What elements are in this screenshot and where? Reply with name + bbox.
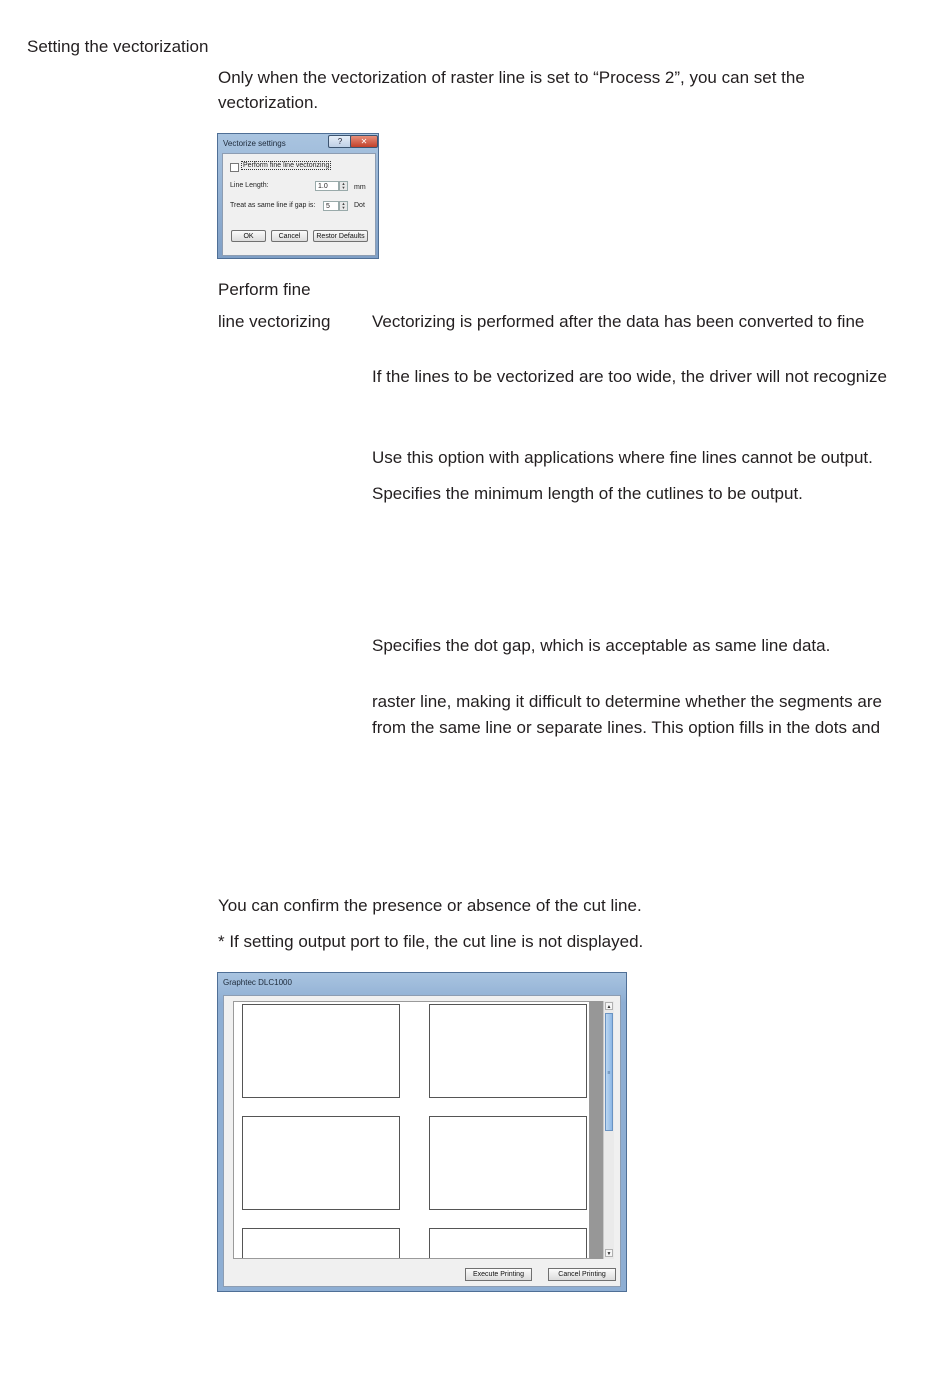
line-length-spinner[interactable] (339, 181, 348, 191)
section-title: Setting the vectorization (27, 37, 209, 56)
fine-line-desc-1: Vectorizing is performed after the data has been converted to fine (372, 312, 865, 331)
preview-window-body (223, 995, 621, 1287)
help-icon[interactable]: ? (328, 135, 352, 148)
preview-page (429, 1004, 587, 1098)
gap-desc-3: from the same line or separate lines. This option fills in the dots and (372, 718, 881, 737)
preview-window (217, 972, 627, 1292)
spin-down-icon[interactable]: ▼ (341, 205, 346, 210)
ok-button[interactable]: OK (231, 230, 266, 242)
fine-line-desc-2: If the lines to be vectorized are too wide, the driver will not recognize (372, 367, 887, 386)
cancel-button[interactable]: Cancel (271, 230, 308, 242)
preview-gray-margin (590, 1001, 603, 1259)
scroll-thumb[interactable]: ≡ (605, 1013, 613, 1131)
term-fine-line-1: Perform fine (218, 280, 311, 299)
dialog-body (222, 153, 376, 256)
line-length-desc: Specifies the minimum length of the cutlines to be output. (372, 484, 803, 503)
vertical-scrollbar[interactable] (603, 1001, 614, 1259)
fine-line-checkbox-label[interactable]: Perform fine line vectorizing (243, 162, 330, 169)
preview-page (242, 1116, 400, 1210)
spin-up-icon[interactable]: ▲ (341, 201, 346, 206)
close-icon[interactable]: ✕ (350, 135, 378, 148)
gap-desc-2: raster line, making it difficult to determine whether the segments are (372, 692, 882, 711)
dialog-title: Vectorize settings (223, 139, 286, 148)
gap-desc-1: Specifies the dot gap, which is acceptable as same line data. (372, 636, 831, 655)
fine-line-checkbox[interactable] (230, 163, 239, 172)
intro-line-1: Only when the vectorization of raster line is set to “Process 2”, you can set the (218, 68, 805, 87)
cut-line-note: * If setting output port to file, the cut line is not displayed. (218, 932, 644, 951)
spin-down-icon[interactable]: ▼ (341, 185, 346, 190)
intro-line-2: vectorization. (218, 93, 319, 112)
gap-input[interactable]: 5 (323, 201, 339, 211)
scroll-up-icon[interactable]: ▲ (606, 1004, 612, 1010)
preview-canvas (233, 1001, 590, 1259)
cut-line-text: You can confirm the presence or absence of the cut line. (218, 896, 642, 915)
gap-label: Treat as same line if gap is: (230, 202, 316, 209)
preview-page (429, 1116, 587, 1210)
term-fine-line-2: line vectorizing (218, 312, 331, 331)
preview-window-title: Graphtec DLC1000 (223, 978, 292, 987)
fine-line-desc-3: Use this option with applications where fine lines cannot be output. (372, 448, 873, 467)
cancel-printing-button[interactable]: Cancel Printing (548, 1268, 616, 1281)
vectorize-settings-dialog (217, 133, 379, 259)
gap-spinner[interactable] (339, 201, 348, 211)
restore-defaults-button[interactable]: Restor Defaults (313, 230, 368, 242)
line-length-label: Line Length: (230, 182, 269, 189)
gap-unit: Dot (354, 202, 365, 209)
preview-page (429, 1228, 587, 1259)
line-length-input[interactable]: 1.0 (315, 181, 339, 191)
scroll-down-icon[interactable]: ▼ (606, 1251, 612, 1257)
preview-page (242, 1004, 400, 1098)
spin-up-icon[interactable]: ▲ (341, 181, 346, 186)
execute-printing-button[interactable]: Execute Printing (465, 1268, 532, 1281)
line-length-unit: mm (354, 184, 366, 191)
preview-page (242, 1228, 400, 1259)
